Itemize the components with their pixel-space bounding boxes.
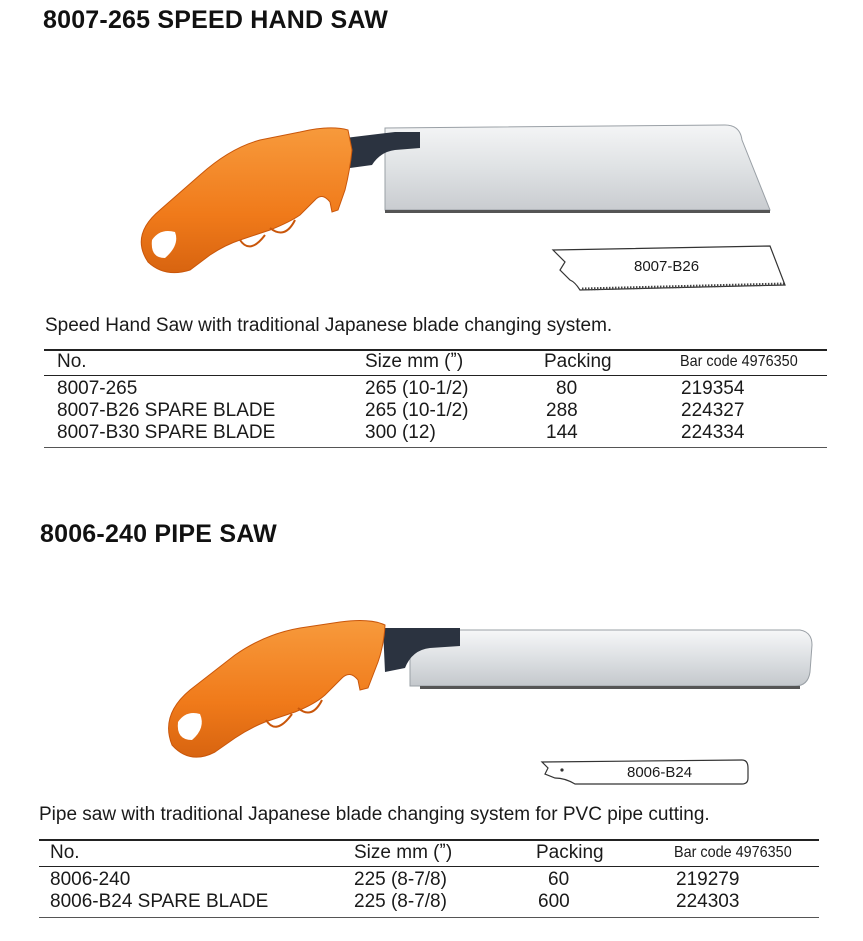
section-title: 8007-265 SPEED HAND SAW (43, 6, 389, 34)
cell-no: 8007-B30 SPARE BLADE (57, 422, 276, 443)
cell-no: 8006-B24 SPARE BLADE (50, 891, 269, 912)
cell-packing: 80 (556, 378, 578, 399)
column-header-size: Size mm (ˮ) (365, 351, 464, 372)
table-bottom-rule (39, 917, 819, 918)
column-header-size: Size mm (ˮ) (354, 842, 453, 863)
cell-size: 225 (8-7/8) (354, 891, 447, 912)
column-header-no: No. (50, 842, 80, 863)
column-header-barcode: Bar code 4976350 (680, 353, 798, 370)
cell-no: 8007-265 (57, 378, 138, 399)
cell-packing: 60 (548, 869, 570, 890)
cell-barcode: 219279 (676, 869, 740, 890)
cell-no: 8007-B26 SPARE BLADE (57, 400, 276, 421)
cell-size: 265 (10-1/2) (365, 378, 469, 399)
product-description: Pipe saw with traditional Japanese blade changing system for PVC pipe cutting. (39, 804, 710, 825)
cell-packing: 144 (546, 422, 578, 443)
blade-label: 8006-B24 (627, 764, 693, 781)
column-header-barcode: Bar code 4976350 (674, 844, 792, 861)
cell-packing: 288 (546, 400, 578, 421)
column-header-packing: Packing (536, 842, 604, 863)
column-header-packing: Packing (544, 351, 612, 372)
cell-barcode: 219354 (681, 378, 745, 399)
cell-packing: 600 (538, 891, 570, 912)
cell-size: 300 (12) (365, 422, 436, 443)
table-header-rule (39, 866, 819, 867)
cell-no: 8006-240 (50, 869, 131, 890)
cell-barcode: 224327 (681, 400, 745, 421)
blade-label: 8007-B26 (634, 258, 700, 275)
section-title: 8006-240 PIPE SAW (40, 520, 277, 548)
cell-size: 225 (8-7/8) (354, 869, 447, 890)
product-description: Speed Hand Saw with traditional Japanese blade changing system. (45, 315, 613, 336)
table-top-rule (39, 839, 819, 841)
cell-barcode: 224334 (681, 422, 745, 443)
cell-size: 265 (10-1/2) (365, 400, 469, 421)
cell-barcode: 224303 (676, 891, 740, 912)
column-header-no: No. (57, 351, 87, 372)
